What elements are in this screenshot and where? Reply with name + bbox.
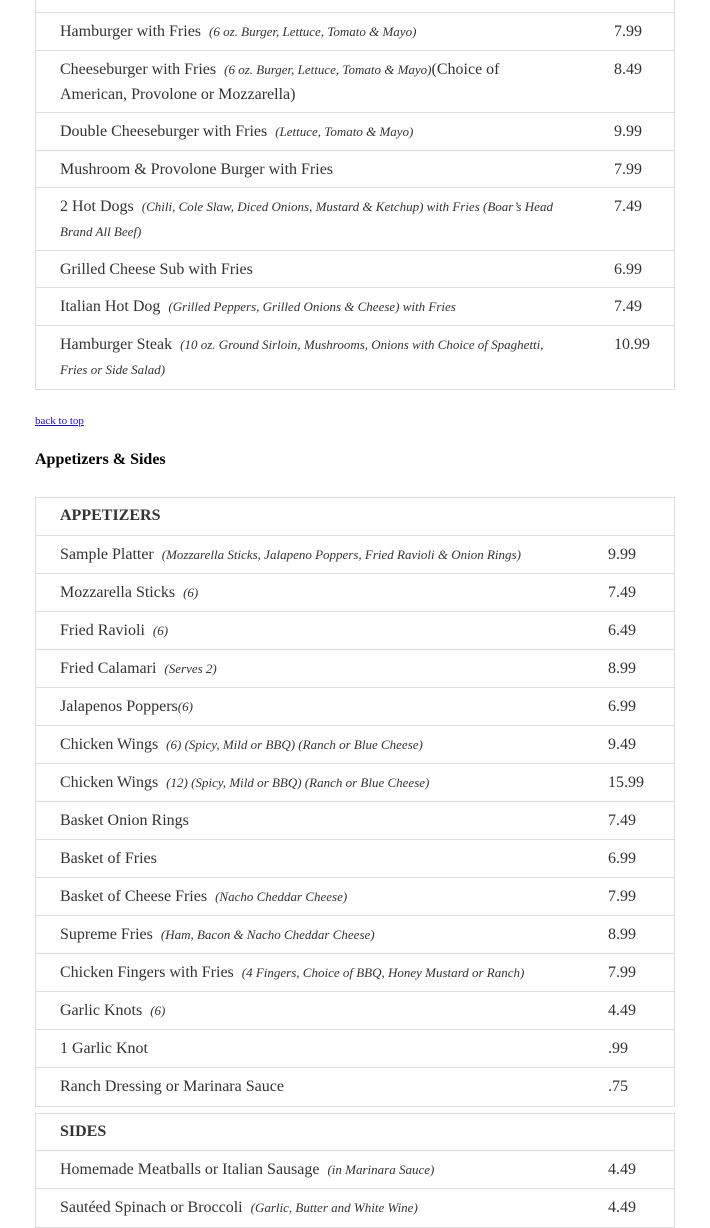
item-title: Garlic Knots	[60, 1002, 143, 1019]
item-name	[60, 257, 253, 282]
item-title: Sample Platter	[60, 546, 154, 563]
sides-header: SIDES	[60, 1123, 107, 1140]
item-price: 7.99	[614, 161, 642, 178]
item-name	[60, 294, 456, 319]
menu-row	[36, 536, 674, 574]
menu-row	[36, 954, 674, 992]
item-price: 7.49	[608, 584, 636, 601]
item-title: Homemade Meatballs or Italian Sausage	[60, 1161, 320, 1178]
item-description: (Nacho Cheddar Cheese)	[215, 889, 348, 904]
item-name	[60, 656, 217, 681]
item-title: Basket Onion Rings	[60, 812, 189, 829]
item-price: 6.99	[614, 261, 642, 278]
menu-row	[36, 251, 674, 288]
menu-row	[36, 13, 674, 51]
menu-row	[36, 1030, 674, 1068]
menu-row	[36, 764, 674, 802]
appetizers-header-row	[36, 498, 674, 536]
menu-row	[36, 688, 674, 726]
item-title: Hamburger Steak	[60, 336, 173, 353]
item-name	[60, 157, 333, 182]
appetizers-header: APPETIZERS	[60, 507, 161, 524]
item-title: Fried Ravioli	[60, 622, 145, 639]
item-price: 7.99	[608, 964, 636, 981]
item-name	[60, 19, 416, 44]
item-title: Jalapenos Poppers	[60, 698, 178, 715]
item-name	[60, 580, 198, 605]
item-price: .99	[608, 1040, 628, 1057]
item-description: (6)	[150, 1003, 166, 1018]
item-description: (6)	[183, 585, 199, 600]
menu-row	[36, 1068, 674, 1106]
menu-row	[36, 326, 674, 389]
back-to-top-link[interactable]: back to top	[35, 415, 84, 427]
item-name	[60, 998, 165, 1023]
item-price: 7.49	[608, 812, 636, 829]
item-title: 2 Hot Dogs	[60, 198, 134, 215]
item-description: (Serves 2)	[164, 661, 217, 676]
sides-table	[35, 1113, 675, 1228]
item-price: 9.99	[608, 546, 636, 563]
item-name	[60, 960, 524, 985]
menu-row	[36, 574, 674, 612]
menu-row	[36, 188, 674, 251]
menu-row	[36, 650, 674, 688]
item-price: 8.99	[608, 926, 636, 943]
item-extra: (Choice of American, Provolone or Mozzarella)	[60, 61, 500, 103]
item-title: Basket of Fries	[60, 850, 157, 867]
item-title: Sautéed Spinach or Broccoli	[60, 1199, 243, 1216]
item-name	[60, 618, 168, 643]
item-price: 7.49	[614, 298, 642, 315]
item-name	[60, 332, 560, 382]
item-description: (6 oz. Burger, Lettuce, Tomato & Mayo)	[224, 62, 432, 77]
section-title: Appetizers & Sides	[35, 451, 166, 468]
burgers-menu-table	[35, 0, 675, 390]
item-title: Hamburger with Fries	[60, 23, 202, 40]
menu-row	[36, 1151, 674, 1189]
item-name	[60, 1157, 434, 1182]
item-price: 9.49	[608, 736, 636, 753]
item-description: (Garlic, Butter and White Wine)	[250, 1200, 418, 1215]
item-name	[60, 884, 347, 909]
item-description: (Mozzarella Sticks, Jalapeno Poppers, Fried Ravioli & Onion Rings)	[161, 547, 521, 562]
item-name	[60, 542, 521, 567]
item-description: (Ham, Bacon & Nacho Cheddar Cheese)	[160, 927, 375, 942]
item-description: (6)	[152, 623, 169, 638]
item-title: Mozzarella Sticks	[60, 584, 176, 601]
item-description: (Grilled Peppers, Grilled Onions & Cheese) with Fries	[168, 299, 456, 314]
menu-row	[36, 802, 674, 840]
item-name	[60, 1195, 418, 1220]
item-description: (12) (Spicy, Mild or BBQ) (Ranch or Blue Cheese)	[166, 775, 430, 790]
item-name	[60, 808, 189, 833]
item-title: Grilled Cheese Sub with Fries	[60, 261, 253, 278]
item-description: (6)	[177, 699, 193, 714]
appetizers-table	[35, 497, 675, 1107]
item-name	[60, 194, 560, 244]
sides-rows	[36, 1151, 674, 1227]
item-title: Chicken Wings	[60, 736, 159, 753]
item-price: 4.49	[608, 1002, 636, 1019]
item-price: 8.49	[614, 61, 642, 78]
menu-row	[36, 612, 674, 650]
item-price: .75	[608, 1078, 628, 1095]
item-price: 7.99	[608, 888, 636, 905]
item-price: 7.49	[614, 198, 642, 215]
item-title: Chicken Wings	[60, 774, 159, 791]
item-price: 9.99	[614, 123, 642, 140]
item-title: Ranch Dressing or Marinara Sauce	[60, 1078, 284, 1095]
item-description: (Lettuce, Tomato & Mayo)	[275, 124, 414, 139]
menu-row	[36, 878, 674, 916]
item-title: 1 Garlic Knot	[60, 1040, 148, 1057]
menu-row	[36, 726, 674, 764]
item-title: Basket of Cheese Fries	[60, 888, 208, 905]
item-price: 6.49	[608, 622, 636, 639]
menu-row	[36, 51, 674, 113]
menu-row-cut-off	[36, 0, 674, 13]
item-description: (in Marinara Sauce)	[327, 1162, 435, 1177]
item-name	[60, 1074, 284, 1099]
item-price: 10.99	[614, 336, 650, 353]
item-title: Double Cheeseburger with Fries	[60, 123, 268, 140]
item-name	[60, 732, 423, 757]
item-price: 4.49	[608, 1161, 636, 1178]
sides-header-row	[36, 1114, 674, 1151]
item-title: Chicken Fingers with Fries	[60, 964, 234, 981]
item-description: (10 oz. Ground Sirloin, Mushrooms, Onions with Choice of Spaghetti, Fries or Side Salad)	[60, 337, 544, 377]
item-name	[60, 846, 157, 871]
menu-row	[36, 1189, 674, 1227]
menu-row	[36, 151, 674, 188]
item-price: 8.99	[608, 660, 636, 677]
item-price: 7.99	[614, 23, 642, 40]
item-name	[60, 922, 375, 947]
item-description: (4 Fingers, Choice of BBQ, Honey Mustard or Ranch)	[241, 965, 525, 980]
item-price: 6.99	[608, 698, 636, 715]
item-price: 4.49	[608, 1199, 636, 1216]
item-title: Supreme Fries	[60, 926, 153, 943]
menu-row	[36, 113, 674, 151]
item-title: Mushroom & Provolone Burger with Fries	[60, 161, 334, 178]
item-price: 6.99	[608, 850, 636, 867]
item-title: Italian Hot Dog	[60, 298, 161, 315]
menu-row	[36, 288, 674, 326]
menu-row	[36, 916, 674, 954]
item-description: (6) (Spicy, Mild or BBQ) (Ranch or Blue Cheese)	[166, 737, 423, 752]
item-name	[60, 1036, 148, 1061]
appetizers-rows	[36, 536, 674, 1106]
item-title: Fried Calamari	[60, 660, 157, 677]
item-description: (Chili, Cole Slaw, Diced Onions, Mustard & Ketchup) with Fries (Boar’s Head Brand All Beef)	[60, 199, 553, 239]
menu-row	[36, 840, 674, 878]
item-name	[60, 694, 193, 719]
item-name	[60, 770, 429, 795]
menu-row	[36, 992, 674, 1030]
item-description: (6 oz. Burger, Lettuce, Tomato & Mayo)	[209, 24, 417, 39]
item-title: Cheeseburger with Fries	[60, 61, 217, 78]
item-name	[60, 119, 413, 144]
item-price: 15.99	[608, 774, 644, 791]
item-name	[60, 57, 530, 107]
